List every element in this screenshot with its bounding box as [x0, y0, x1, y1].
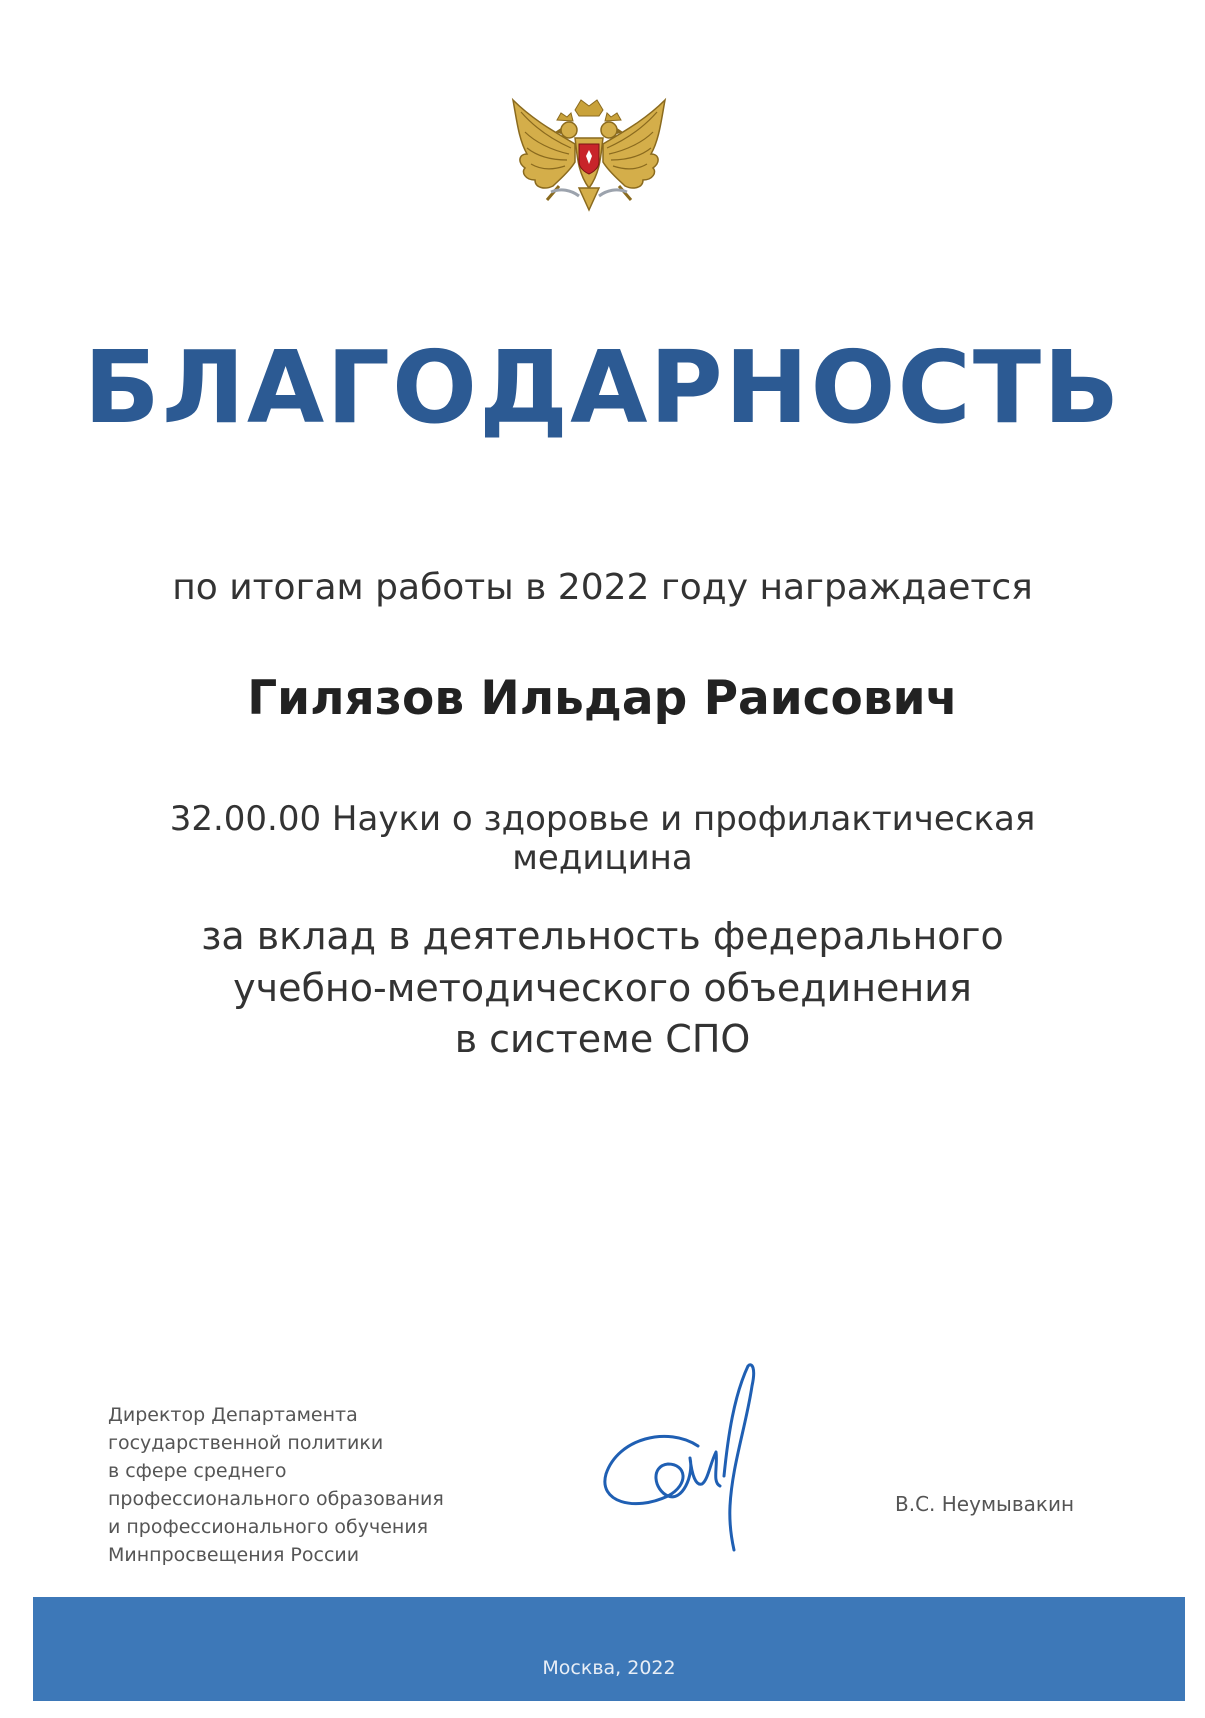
contribution-block: [0, 911, 1205, 1066]
double-headed-eagle-icon: [505, 92, 673, 224]
position-line: и профессионального обучения: [108, 1516, 429, 1538]
speciality-line: медицина: [512, 838, 693, 879]
signatory-name: В.С. Неумывакин: [895, 1492, 1075, 1516]
award-subtitle: по итогам работы в 2022 году награждается: [172, 567, 1033, 608]
position-line: Директор Департамента: [108, 1404, 358, 1426]
position-line: государственной политики: [108, 1432, 384, 1454]
contribution-line: в системе СПО: [454, 1017, 751, 1062]
contribution-line: за вклад в деятельность федерального: [201, 914, 1004, 958]
handwritten-signature: [598, 1356, 798, 1556]
signatory-position: [108, 1401, 528, 1569]
recipient-name: Гилязов Ильдар Раисович: [247, 671, 958, 726]
contribution-line: учебно-методического объединения: [233, 965, 972, 1010]
position-line: в сфере среднего: [108, 1460, 287, 1482]
speciality-block: [0, 800, 1205, 878]
position-line: Минпросвещения России: [108, 1544, 360, 1566]
document-title: БЛАГОДАРНОСТЬ: [83, 329, 1122, 446]
speciality-line: 32.00.00 Науки о здоровье и профилактическая: [169, 799, 1036, 839]
position-line: профессионального образования: [108, 1488, 444, 1510]
footer-band: [33, 1597, 1185, 1701]
footer-place-date: Москва, 2022: [542, 1657, 676, 1679]
